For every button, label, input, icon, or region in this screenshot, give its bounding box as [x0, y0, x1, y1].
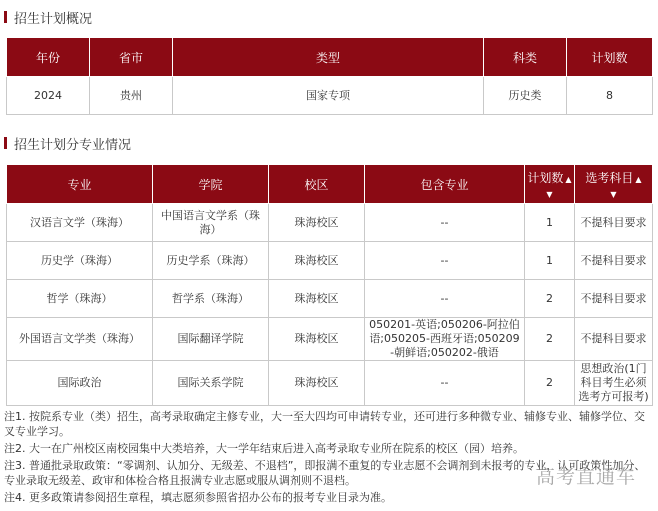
- cell-subjects: 思想政治(1门科目考生必须选考方可报考): [575, 361, 653, 406]
- table-header-row: [7, 165, 653, 204]
- table-row: [7, 77, 653, 115]
- cell-category: 历史类: [484, 77, 567, 115]
- plan-overview-table: [6, 37, 653, 115]
- header-year: 年份: [7, 38, 90, 77]
- cell-campus: 珠海校区: [269, 242, 365, 280]
- cell-college: 中国语言文学系（珠海）: [153, 204, 269, 242]
- note-1: 注1. 按院系专业（类）招生，高考录取确定主修专业，大一至大四均可申请转专业，还可进行多种微专业、辅修专业、辅修学位、交叉专业学习。: [4, 410, 645, 438]
- cell-major: 汉语言文学（珠海）: [7, 204, 153, 242]
- cell-subjects: 不提科目要求: [575, 280, 653, 318]
- cell-included-majors: --: [365, 280, 525, 318]
- cell-included-majors: --: [365, 242, 525, 280]
- section-marker: [4, 11, 7, 23]
- cell-included-majors: --: [365, 361, 525, 406]
- header-plan-count: 计划数: [567, 38, 653, 77]
- note-2: 注2. 大一在广州校区南校园集中大类培养，大一学年结束后进入高考录取专业所在院系的校区（园）培养。: [4, 442, 524, 455]
- header-type: 类型: [173, 38, 484, 77]
- table-row: [7, 318, 653, 361]
- cell-major: 国际政治: [7, 361, 153, 406]
- cell-campus: 珠海校区: [269, 280, 365, 318]
- cell-included-majors: --: [365, 204, 525, 242]
- cell-province: 贵州: [90, 77, 173, 115]
- watermark: 高考直通车: [535, 466, 636, 488]
- section-title-overview: [4, 7, 92, 27]
- header-subjects-sortable[interactable]: [575, 165, 653, 204]
- cell-college: 国际关系学院: [153, 361, 269, 406]
- cell-campus: 珠海校区: [269, 318, 365, 361]
- header-province: 省市: [90, 38, 173, 77]
- header-major: 专业: [7, 165, 153, 204]
- cell-campus: 珠海校区: [269, 361, 365, 406]
- cell-major: 哲学（珠海）: [7, 280, 153, 318]
- cell-college: 历史学系（珠海）: [153, 242, 269, 280]
- header-college: 学院: [153, 165, 269, 204]
- header-included-majors: 包含专业: [365, 165, 525, 204]
- table-row: [7, 361, 653, 406]
- section-title-text: 招生计划概况: [14, 11, 93, 27]
- table-row: [7, 204, 653, 242]
- note-3: 注3. 普通批录取政策：“零调剂、认加分、无级差、不退档”，即报满不重复的专业志愿不会调剂到未报考的专业，认可政策性加分、专业录取无级差、政审和体检合格且报满专业志愿或服从调剂则不退档。: [4, 459, 646, 487]
- cell-plan-count: 8: [567, 77, 653, 115]
- sort-icon[interactable]: ▲ ▼: [610, 174, 642, 199]
- header-plan-count-sortable[interactable]: [525, 165, 575, 204]
- header-campus: 校区: [269, 165, 365, 204]
- notes-section: [4, 409, 654, 507]
- cell-major: 外国语言文学类（珠海）: [7, 318, 153, 361]
- cell-plan-count: 2: [525, 318, 575, 361]
- cell-campus: 珠海校区: [269, 204, 365, 242]
- cell-major: 历史学（珠海）: [7, 242, 153, 280]
- note-4: 注4. 更多政策请参阅招生章程，填志愿须参照省招办公布的报考专业目录为准。: [4, 491, 392, 504]
- cell-college: 哲学系（珠海）: [153, 280, 269, 318]
- cell-plan-count: 2: [525, 280, 575, 318]
- cell-plan-count: 2: [525, 361, 575, 406]
- cell-included-majors: 050201-英语;050206-阿拉伯语;050205-西班牙语;050209-朝鲜语;050202-俄语: [365, 318, 525, 361]
- cell-college: 国际翻译学院: [153, 318, 269, 361]
- section-marker: [4, 137, 7, 149]
- section-title-majors: [4, 133, 131, 153]
- cell-plan-count: 1: [525, 242, 575, 280]
- header-label: 选考科目: [585, 170, 634, 185]
- table-row: [7, 280, 653, 318]
- section-title-text: 招生计划分专业情况: [14, 137, 132, 153]
- cell-subjects: 不提科目要求: [575, 242, 653, 280]
- table-row: [7, 242, 653, 280]
- plan-by-major-table: [6, 164, 653, 406]
- cell-subjects: 不提科目要求: [575, 204, 653, 242]
- header-category: 科类: [484, 38, 567, 77]
- cell-year: 2024: [7, 77, 90, 115]
- table-header-row: [7, 38, 653, 77]
- header-label: 计划数: [527, 170, 564, 185]
- cell-subjects: 不提科目要求: [575, 318, 653, 361]
- cell-type: 国家专项: [173, 77, 484, 115]
- sort-icon[interactable]: ▲ ▼: [546, 174, 572, 199]
- cell-plan-count: 1: [525, 204, 575, 242]
